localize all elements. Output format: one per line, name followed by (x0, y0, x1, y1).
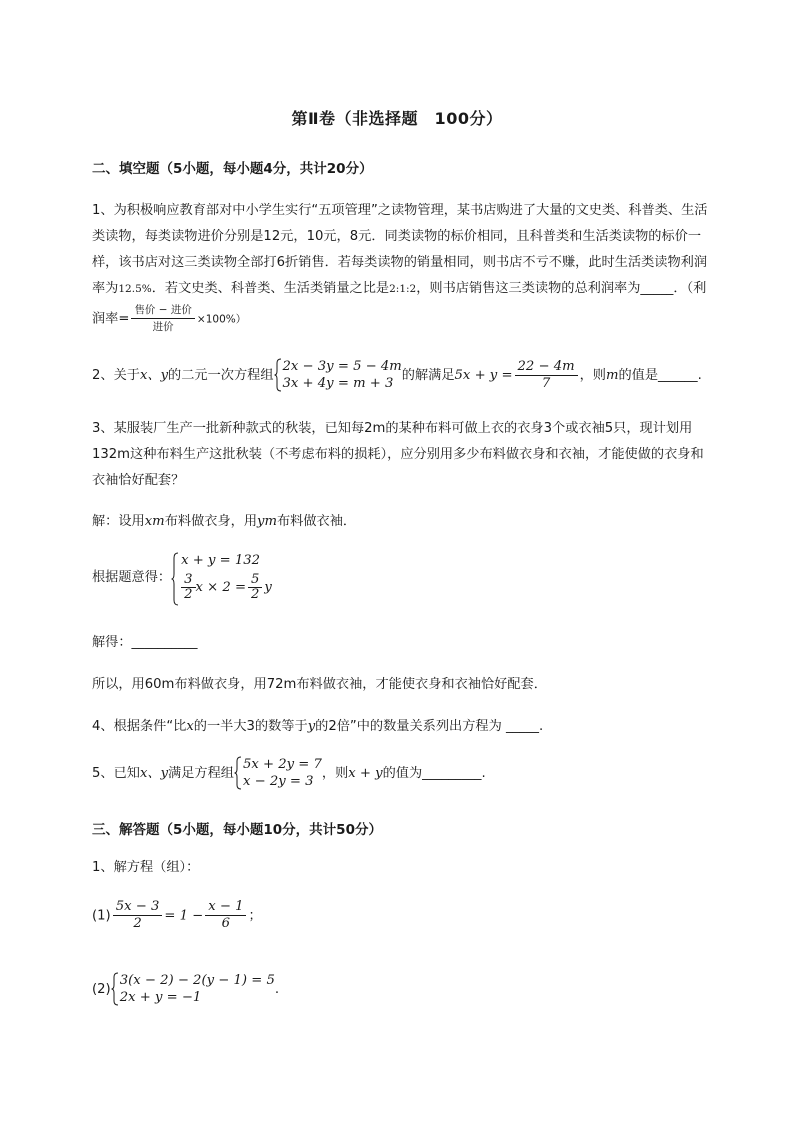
q5-d: 的值为_________. (382, 766, 486, 781)
q2-eq2: 3x + 4y = m + 3 (282, 376, 394, 391)
s2-question-1 (92, 198, 712, 335)
part2-equation-system (111, 972, 275, 1006)
q4-x: x (186, 719, 194, 734)
part2-eq1: 3(x − 2) − 2(y − 1) = 5 (119, 973, 275, 988)
part1-frac-1 (113, 899, 163, 932)
profit-rate-fraction (131, 302, 194, 335)
q1-frac-after: ×100%） (196, 313, 247, 326)
q3-equation-line (92, 552, 272, 602)
left-brace-icon (234, 756, 242, 790)
q1-text: 1、为积极响应教育部对中小学生实行“五项管理”之读物管理，某书店购进了大量的文史类、科普类、生活类读物，每类读物进价分别是12元，10元，8元．同类读物的标价相同，且科普类和生活类读物的标价一样，该书店对这三类读物全部打6折销售．若每类读物的销量相同，则书店不亏不赚，此时生活类读物利润率为 (92, 203, 708, 296)
q1-ratio: 2:1:2 (389, 283, 417, 295)
part1-frac-2 (205, 899, 246, 932)
part2-end: . (274, 982, 280, 997)
q4-a: 4、根据条件“比 (92, 719, 187, 734)
q4-b: 的一半大3的数等于 (193, 719, 308, 734)
part1-label: (1) (92, 908, 111, 924)
q5-expr: x + y (348, 766, 383, 781)
q3-eq2-mid: x × 2 = (195, 580, 247, 595)
fraction-numerator: x − 1 (205, 899, 246, 916)
q2-lhs: 5x + y = (454, 368, 513, 383)
q2-eq1: 2x − 3y = 5 − 4m (282, 359, 402, 374)
fraction-numerator: 3 (181, 573, 195, 588)
part1-end: ； (248, 908, 262, 924)
q2-vars: x、y (139, 368, 169, 383)
s2-question-2 (92, 358, 702, 392)
q3-ym: ym (257, 514, 277, 529)
q5-b: 满足方程组 (168, 766, 234, 781)
q4-y: y (307, 719, 316, 734)
q1-rate: 12.5% (118, 283, 152, 295)
q1-tail: ，则书店销售这三类读物的总利润率为_____．（利润率= (92, 281, 707, 327)
fraction-denominator: 6 (221, 916, 231, 931)
q3-frac-1 (181, 573, 195, 602)
q3-frac-2 (248, 573, 262, 602)
fraction-numerator: 5 (248, 573, 262, 588)
q4-c: 的2倍”中的数量关系列出方程为 _____. (315, 719, 544, 734)
q3-eq2-y: y (264, 580, 272, 595)
q2-mid: 的二元一次方程组 (168, 368, 274, 383)
s2-question-3: 3、某服装厂生产一批新种款式的秋装，已知每2m的某种布料可做上衣的衣身3个或衣袖5只，现计划用132m这种布料生产这批秋装（不考虑布料的损耗），应分别用多少布料做衣身和衣袖，才能使做的衣身和衣袖恰好配套？ (92, 421, 704, 488)
q2-tail1: ，则 (579, 368, 606, 383)
q3-sol-c: 布料做衣袖． (276, 514, 357, 529)
section3-heading: 三、解答题（5小题，每小题10分，共计50分） (92, 822, 382, 838)
part1-mid: = 1 − (164, 908, 204, 924)
q3-sol-a: 解：设用 (92, 514, 145, 529)
q5-eq2: x − 2y = 3 (242, 774, 314, 789)
q2-equation-system (274, 358, 402, 392)
part2-eq2: 2x + y = −1 (119, 990, 202, 1005)
fraction-denominator: 进价 (152, 321, 174, 333)
q5-equation-system (234, 756, 322, 790)
left-brace-icon (171, 552, 179, 606)
q2-cond: 的解满足 (401, 368, 455, 383)
q5-c: ，则 (321, 766, 349, 781)
q3-eq1: x + y = 132 (181, 553, 261, 568)
q5-eq1: 5x + 2y = 7 (242, 757, 322, 772)
fraction-denominator: 2 (251, 587, 260, 602)
q3-xm: xm (144, 514, 165, 529)
left-brace-icon (111, 972, 119, 1006)
fraction-denominator: 2 (184, 587, 193, 602)
s2-question-5 (92, 756, 486, 790)
q1-mid: ．若文史类、科普类、生活类销量之比是 (151, 281, 390, 296)
page-title: 第Ⅱ卷（非选择题 100分） (291, 109, 503, 128)
part2-label: (2) (92, 982, 111, 997)
q5-vars: x、y (139, 766, 169, 781)
q3-solution-intro (92, 512, 356, 532)
fraction-numerator: 售价 − 进价 (131, 302, 194, 319)
s2-question-4 (92, 717, 543, 737)
q2-m: m (605, 368, 619, 383)
q3-equation-system (171, 552, 272, 602)
q3-solve-blank: 解得：__________ (92, 635, 198, 650)
q3-eq-label: 根据题意得： (92, 570, 172, 585)
fraction-numerator: 22 − 4m (515, 359, 578, 376)
q5-a: 5、已知 (92, 766, 140, 781)
q2-prefix: 2、关于 (92, 368, 140, 383)
s3-q1-part2 (92, 972, 279, 1006)
fraction-denominator: 7 (541, 375, 551, 391)
fraction-denominator: 2 (133, 916, 142, 931)
q2-fraction (515, 359, 578, 392)
s3-question-1-label: 1、解方程（组）： (92, 860, 200, 875)
q3-conclusion: 所以，用60m布料做衣身，用72m布料做衣袖，才能使衣身和衣袖恰好配套． (92, 677, 547, 692)
q2-tail2: 的值是______. (618, 368, 702, 383)
left-brace-icon (274, 358, 282, 392)
fraction-numerator: 5x − 3 (113, 899, 163, 916)
section2-heading: 二、填空题（5小题，每小题4分，共计20分） (92, 161, 373, 177)
q3-sol-b: 布料做衣身，用 (164, 514, 258, 529)
s3-q1-part1 (92, 899, 262, 932)
q3-eq2 (181, 573, 272, 602)
